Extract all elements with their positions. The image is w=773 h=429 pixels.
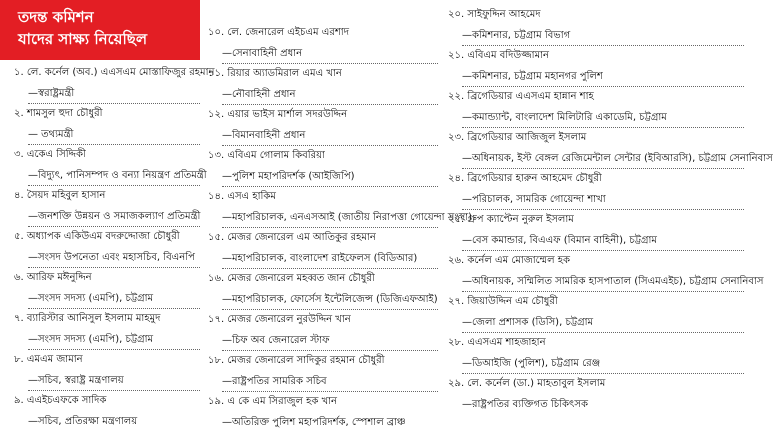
witness-role: —বেস কমান্ডার, বিএএফ (বিমান বাহিনী), চট্টগ্রাম [462, 235, 657, 246]
witness-entry [208, 149, 438, 187]
witness-role: —রাষ্ট্রপতির সামরিক সচিব [222, 376, 327, 387]
witness-entry [14, 230, 200, 268]
header-banner [0, 0, 200, 60]
witness-role: —কমিশনার, চট্টগ্রাম বিভাগ [462, 30, 571, 41]
divider [222, 104, 438, 105]
witness-entry [448, 295, 744, 333]
witness-name: ৫. অধ্যাপক একিউএম বদরুদ্দোজা চৌধুরী [14, 231, 180, 242]
witness-entry [208, 67, 438, 105]
witness-name: ২৫. গ্রুপ ক্যাপ্টেন নুরুল ইসলাম [448, 214, 574, 225]
witness-name: ২৮. এএসএম শাহজাহান [448, 337, 546, 348]
witness-entry [14, 394, 200, 428]
witness-entry [14, 353, 200, 391]
witness-name: ২২. ব্রিগেডিয়ার এএসএম হান্নান শাহ [448, 91, 594, 102]
witness-entry [208, 272, 438, 310]
divider [462, 373, 744, 374]
column-2 [208, 26, 473, 429]
witness-entry [448, 131, 773, 169]
witness-role: —কমিশনার, চট্টগ্রাম মহানগর পুলিশ [462, 71, 603, 82]
witness-role: —অধিনায়ক, সম্মিলিত সামরিক হাসপাতাল (সিএমএইচ), চট্টগ্রাম সেনানিবাস [462, 276, 764, 287]
witness-role: —নৌবাহিনী প্রধান [222, 89, 296, 100]
witness-name: ১১. রিয়ার অ্যাডমিরাল এমএ খান [208, 68, 342, 79]
witness-name: ২৪. ব্রিগেডিয়ার হারুন আহমেদ চৌধুরী [448, 173, 602, 184]
witness-role: —রাষ্ট্রপতির ব্যক্তিগত চিকিৎসক [462, 399, 588, 410]
witness-name: ৩. একেএ সিদ্দিকী [14, 149, 86, 160]
divider [28, 226, 200, 227]
witness-name: ২৭. জিয়াউদ্দিন এম চৌধুরী [448, 296, 558, 307]
witness-name: ১৮. মেজর জেনারেল সাদিকুর রহমান চৌধুরী [208, 355, 385, 366]
witness-entry [208, 190, 473, 228]
witness-entry [14, 189, 200, 227]
witness-role: —মহাপরিচালক, এনএসআই (জাতীয় নিরাপত্তা গোয়েন্দা সংস্থা) [222, 212, 473, 223]
witness-role: —স্বরাষ্ট্রমন্ত্রী [28, 88, 75, 99]
witness-role: —অতিরিক্ত পুলিশ মহাপরিদর্শক, স্পেশাল ব্রাঞ্চ [222, 417, 406, 428]
witness-name: ৪. সৈয়দ মহিবুল হাসান [14, 190, 106, 201]
witness-entry [14, 107, 200, 145]
witness-role: —সংসদ উপনেতা এবং মহাসচিব, বিএনপি [28, 252, 195, 263]
column-1 [14, 66, 215, 428]
witness-role: —পুলিশ মহাপরিদর্শক (আইজিপি) [222, 171, 355, 182]
witness-name: ১৬. মেজর জেনারেল মহব্বত জান চৌধুরী [208, 273, 375, 284]
divider [462, 168, 744, 169]
witness-name: ৬. আরিফ মঈনুদ্দিন [14, 272, 92, 283]
witness-entry [208, 354, 438, 392]
witness-name: ১৪. এসএ হাকিম [208, 191, 276, 202]
divider [462, 45, 744, 46]
witness-name: ৭. ব্যারিস্টার আনিসুল ইসলাম মাহমুদ [14, 313, 161, 324]
witness-role: —জেলা প্রশাসক (ডিসি), চট্টগ্রাম [462, 317, 594, 328]
witness-role: —সচিব, স্বরাষ্ট্র মন্ত্রণালয় [28, 375, 124, 386]
divider [462, 209, 744, 210]
divider [222, 268, 438, 269]
divider [222, 350, 438, 351]
witness-entry [208, 108, 438, 146]
witness-entry [14, 66, 215, 104]
divider [28, 267, 200, 268]
witness-role: —সচিব, প্রতিরক্ষা মন্ত্রণালয় [28, 416, 138, 427]
witness-name: ১০. লে. জেনারেল এইচএম এরশাদ [208, 27, 349, 38]
divider [28, 390, 200, 391]
witness-name: ১৩. এবিএম গোলাম কিবরিয়া [208, 150, 325, 161]
divider [222, 227, 438, 228]
witness-name: ৮. এমএম জামান [14, 354, 83, 365]
witness-entry [14, 148, 207, 186]
witness-entry [448, 90, 744, 128]
witness-name: ১২. এয়ার ভাইস মার্শাল সদরউদ্দিন [208, 109, 348, 120]
divider [222, 391, 438, 392]
witness-name: ২৬. কর্নেল এম মোজাম্মেল হক [448, 255, 570, 266]
witness-role: —চিফ অব জেনারেল স্টাফ [222, 335, 330, 346]
header-title-line1: তদন্ত কমিশন [18, 8, 94, 26]
witness-name: ১৯. এ কে এম সিরাজুল হক খান [208, 396, 337, 407]
witness-name: ১. লে. কর্নেল (অব.) এএসএম মোস্তাফিজুর রহমান [14, 67, 215, 78]
witness-role: —বিদ্যুৎ, পানিসম্পদ ও বন্যা নিয়ন্ত্রণ প্রতিমন্ত্রী [28, 170, 207, 181]
witness-role: —বিমানবাহিনী প্রধান [222, 130, 306, 141]
witness-role: —সংসদ সদস্য (এমপি), চট্টগ্রাম [28, 334, 154, 345]
column-3 [448, 8, 773, 411]
witness-entry [14, 271, 200, 309]
witness-entry [14, 312, 200, 350]
divider [28, 185, 200, 186]
divider [222, 309, 438, 310]
witness-name: ২০. সাইফুদ্দিন আহমেদ [448, 9, 541, 20]
witness-entry [208, 313, 438, 351]
divider [462, 86, 744, 87]
witness-name: ২. শামসুল হুদা চৌধুরী [14, 108, 103, 119]
witness-role: —অধিনায়ক, ইস্ট বেঙ্গল রেজিমেন্টাল সেন্টার (ইবিআরসি), চট্টগ্রাম সেনানিবাস [462, 153, 773, 164]
witness-role: —জনশক্তি উন্নয়ন ও সমাজকল্যাণ প্রতিমন্ত্রী [28, 211, 201, 222]
witness-entry [208, 395, 438, 429]
divider [222, 186, 438, 187]
witness-role: —সংসদ সদস্য (এমপি), চট্টগ্রাম [28, 293, 154, 304]
divider [462, 127, 744, 128]
witness-entry [208, 26, 438, 64]
witness-name: ২৯. লে. কর্নেল (ডা.) মাহতাবুল ইসলাম [448, 378, 606, 389]
divider [28, 308, 200, 309]
witness-role: —মহাপরিচালক, বাংলাদেশ রাইফেলস (বিডিআর) [222, 253, 418, 264]
witness-role: —ডিআইজি (পুলিশ), চট্টগ্রাম রেঞ্জ [462, 358, 601, 369]
witness-role: —সেনাবাহিনী প্রধান [222, 48, 303, 59]
witness-entry [448, 377, 744, 411]
witness-role: —কমান্ড্যান্ট, বাংলাদেশ মিলিটারি একাডেমি, চট্টগ্রাম [462, 112, 667, 123]
witness-entry [448, 172, 744, 210]
witness-role: —মহাপরিচালক, ফোর্সেস ইন্টেলিজেন্স (ডিজিএফআই) [222, 294, 438, 305]
witness-entry [208, 231, 438, 269]
witness-entry [448, 336, 744, 374]
witness-name: ৯. এএইচএফকে সাদিক [14, 395, 107, 406]
witness-name: ২১. এবিএম বদিউজ্জামান [448, 50, 550, 61]
witness-name: ১৭. মেজর জেনারেল নুরউদ্দিন খান [208, 314, 351, 325]
divider [28, 103, 200, 104]
divider [28, 349, 200, 350]
witness-role: — তথ্যমন্ত্রী [28, 129, 74, 140]
divider [462, 291, 744, 292]
witness-role: —পরিচালক, সামরিক গোয়েন্দা শাখা [462, 194, 606, 205]
witness-name: ২৩. ব্রিগেডিয়ার আজিজুল ইসলাম [448, 132, 587, 143]
witness-entry [448, 213, 744, 251]
witness-entry [448, 254, 764, 292]
divider [28, 144, 200, 145]
header-title-line2: যাদের সাক্ষ্য নিয়েছিল [18, 30, 148, 48]
divider [222, 63, 438, 64]
witness-entry [448, 49, 744, 87]
witness-name: ১৫. মেজর জেনারেল এম আতিকুর রহমান [208, 232, 376, 243]
witness-entry [448, 8, 744, 46]
divider [462, 250, 744, 251]
divider [462, 332, 744, 333]
divider [222, 145, 438, 146]
